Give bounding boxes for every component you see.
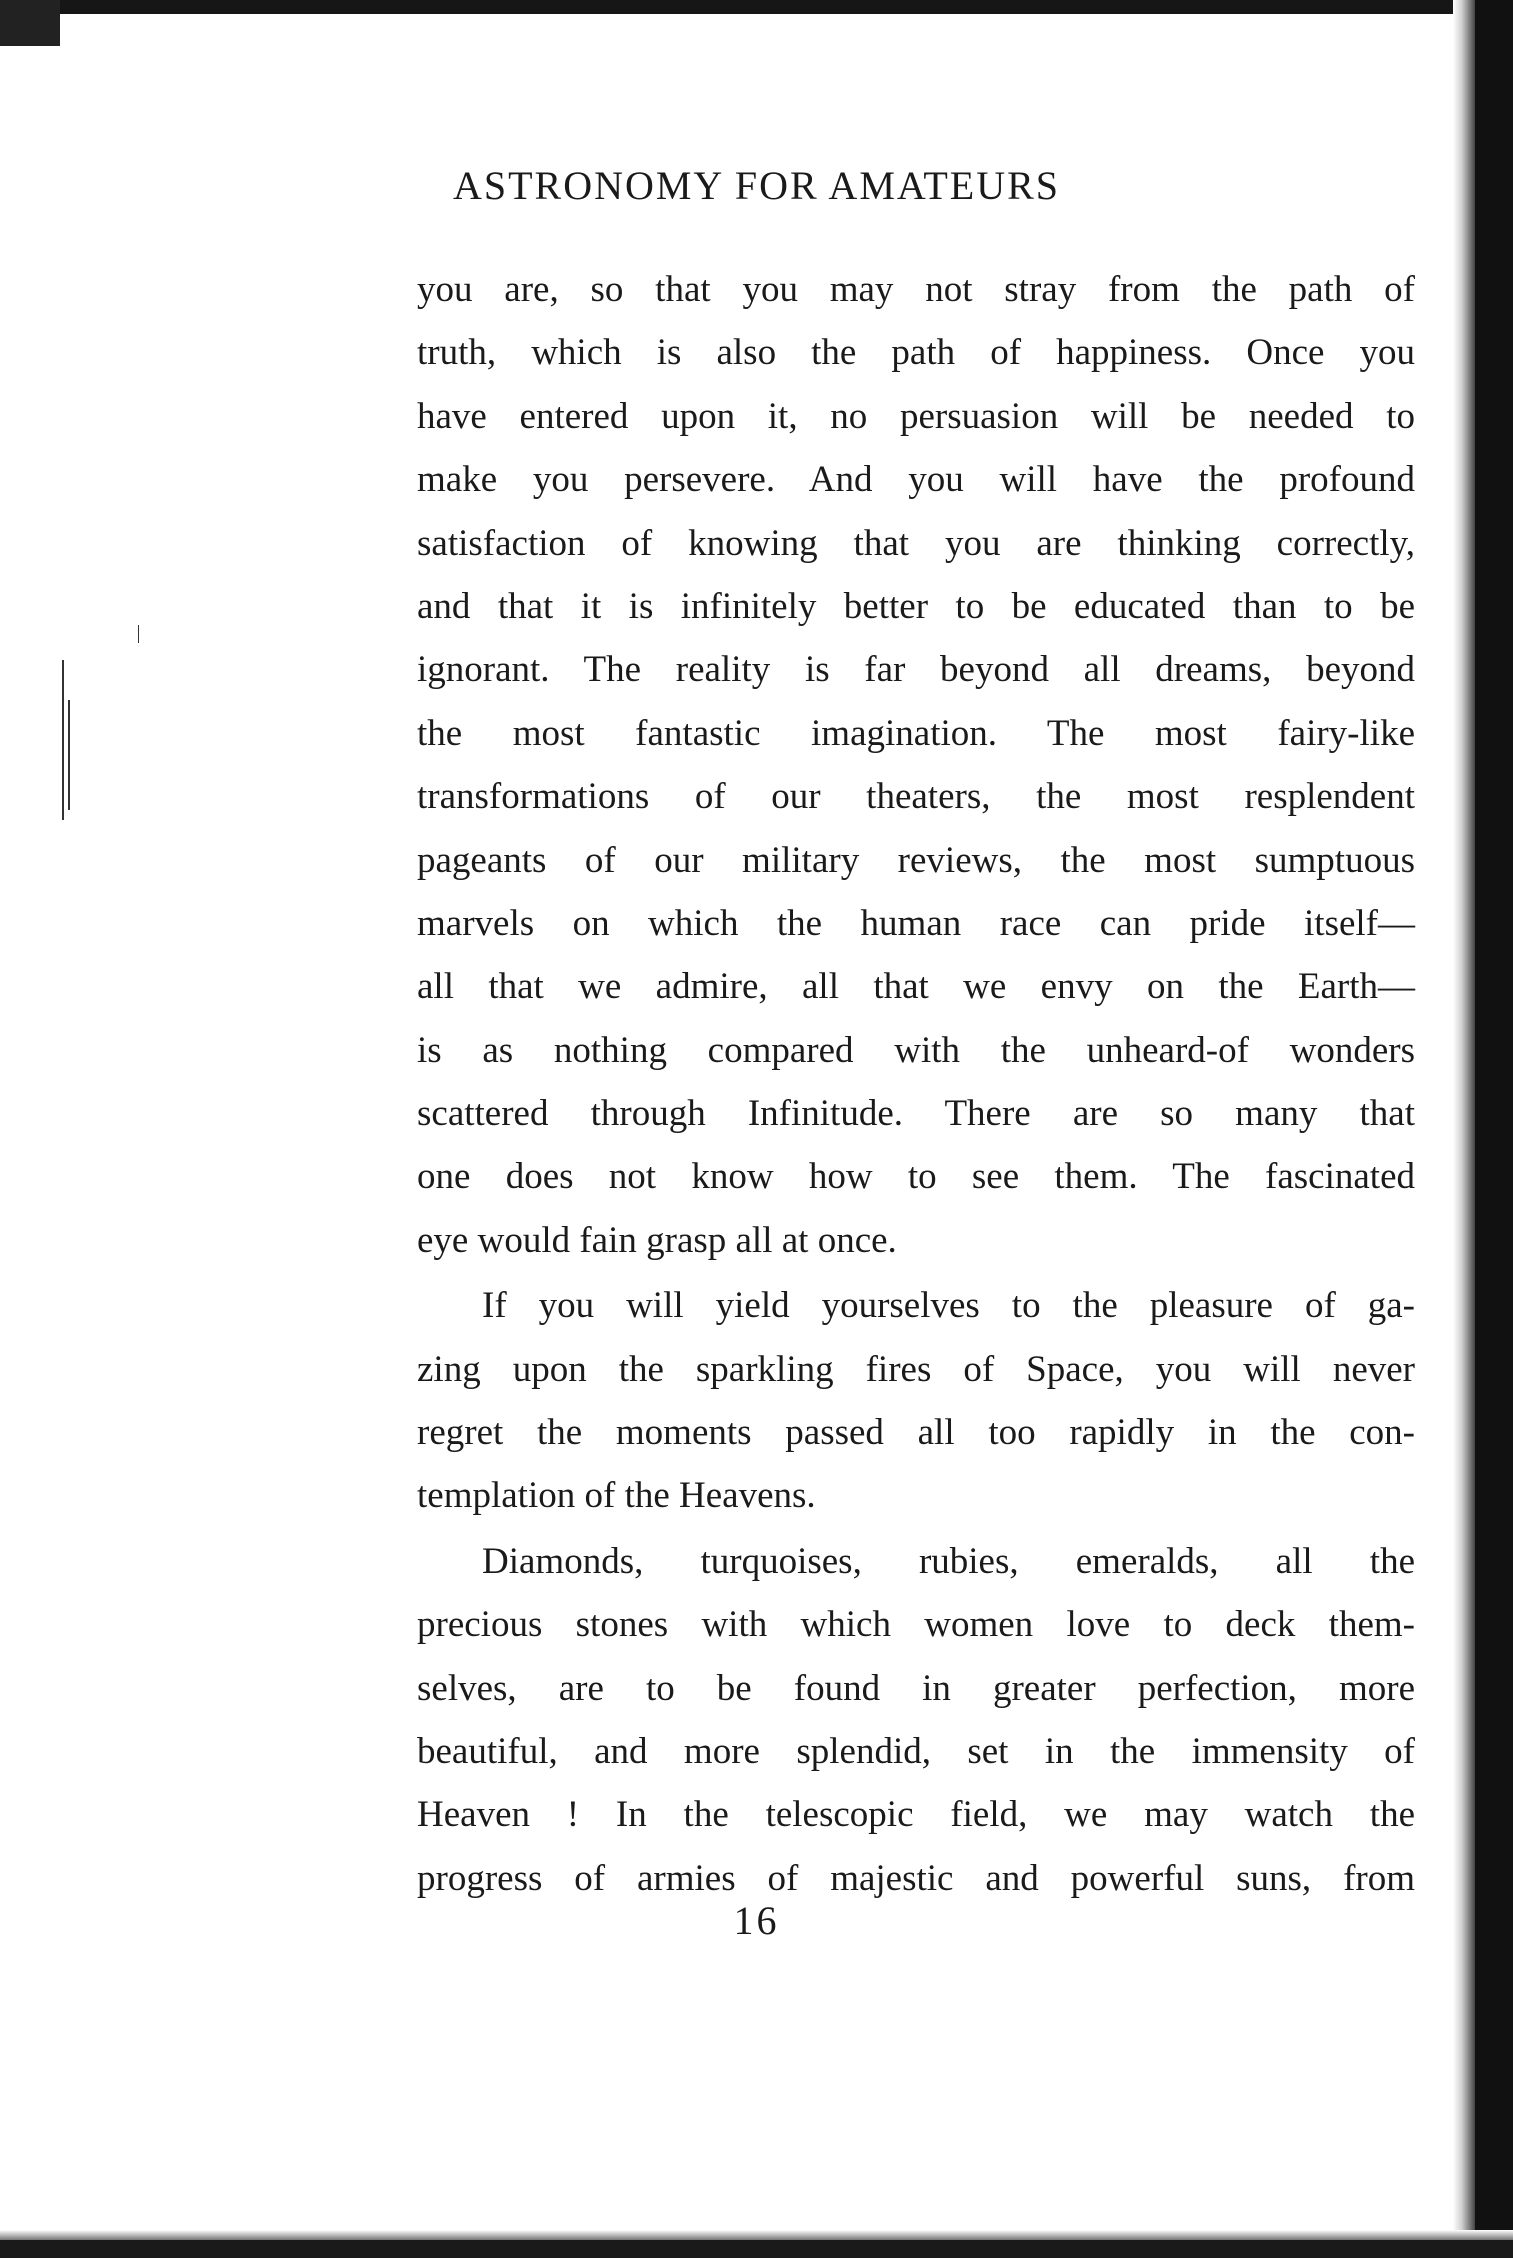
text-line: zing upon the sparkling fires of Space, you will never [417,1348,1415,1390]
text-line: regret the moments passed all too rapidly in the con- [417,1412,1415,1454]
text-line: pageants of our military reviews, the most sumptuous [417,839,1415,881]
text-line: and that it is infinitely better to be educated than to be [417,585,1415,627]
text-line: Heaven ! In the telescopic field, we may watch the [417,1794,1415,1836]
running-title: ASTRONOMY FOR AMATEURS [452,163,1061,208]
text-line: you are, so that you may not stray from the path of [417,269,1415,310]
margin-mark [138,625,139,643]
text-line: marvels on which the human race can pride itself— [417,902,1415,944]
scan-border-top [0,0,1513,14]
margin-mark [68,700,70,810]
text-line: progress of armies of majestic and powerful suns, from [417,1857,1415,1899]
text-line: satisfaction of knowing that you are thinking correctly, [417,522,1415,564]
text-line: ignorant. The reality is far beyond all dreams, beyond [417,649,1415,691]
text-line: make you persevere. And you will have the profound [417,459,1415,501]
text-line: transformations of our theaters, the most resplendent [417,776,1415,818]
text-line: scattered through Infinitude. There are so many that [417,1093,1415,1135]
text-line: If you will yield yourselves to the pleasure of ga- [482,1285,1415,1327]
text-line: selves, are to be found in greater perfection, more [417,1667,1415,1709]
scan-border-bottom [0,2240,1513,2258]
scan-bottom-shadow [0,2230,1513,2240]
page-number: 16 [733,1898,780,1943]
text-line: is as nothing compared with the unheard-of wonders [417,1029,1415,1071]
text-line: the most fantastic imagination. The most fairy-like [417,712,1415,754]
margin-mark [62,660,64,820]
text-line: Diamonds, turquoises, rubies, emeralds, all the [482,1540,1415,1582]
body-text [417,258,1415,1910]
text-line: eye would fain grasp all at once. [417,1219,897,1261]
text-line: beautiful, and more splendid, set in the immensity of [417,1730,1415,1772]
text-line: one does not know how to see them. The fascinated [417,1156,1415,1198]
scan-corner-top-left [0,0,60,46]
text-line: templation of the Heavens. [417,1475,816,1517]
text-line: have entered upon it, no persuasion will be needed to [417,395,1415,437]
text-line: precious stones with which women love to deck them- [417,1604,1415,1646]
text-line: truth, which is also the path of happiness. Once you [417,332,1415,374]
text-line: all that we admire, all that we envy on the Earth— [417,966,1415,1008]
